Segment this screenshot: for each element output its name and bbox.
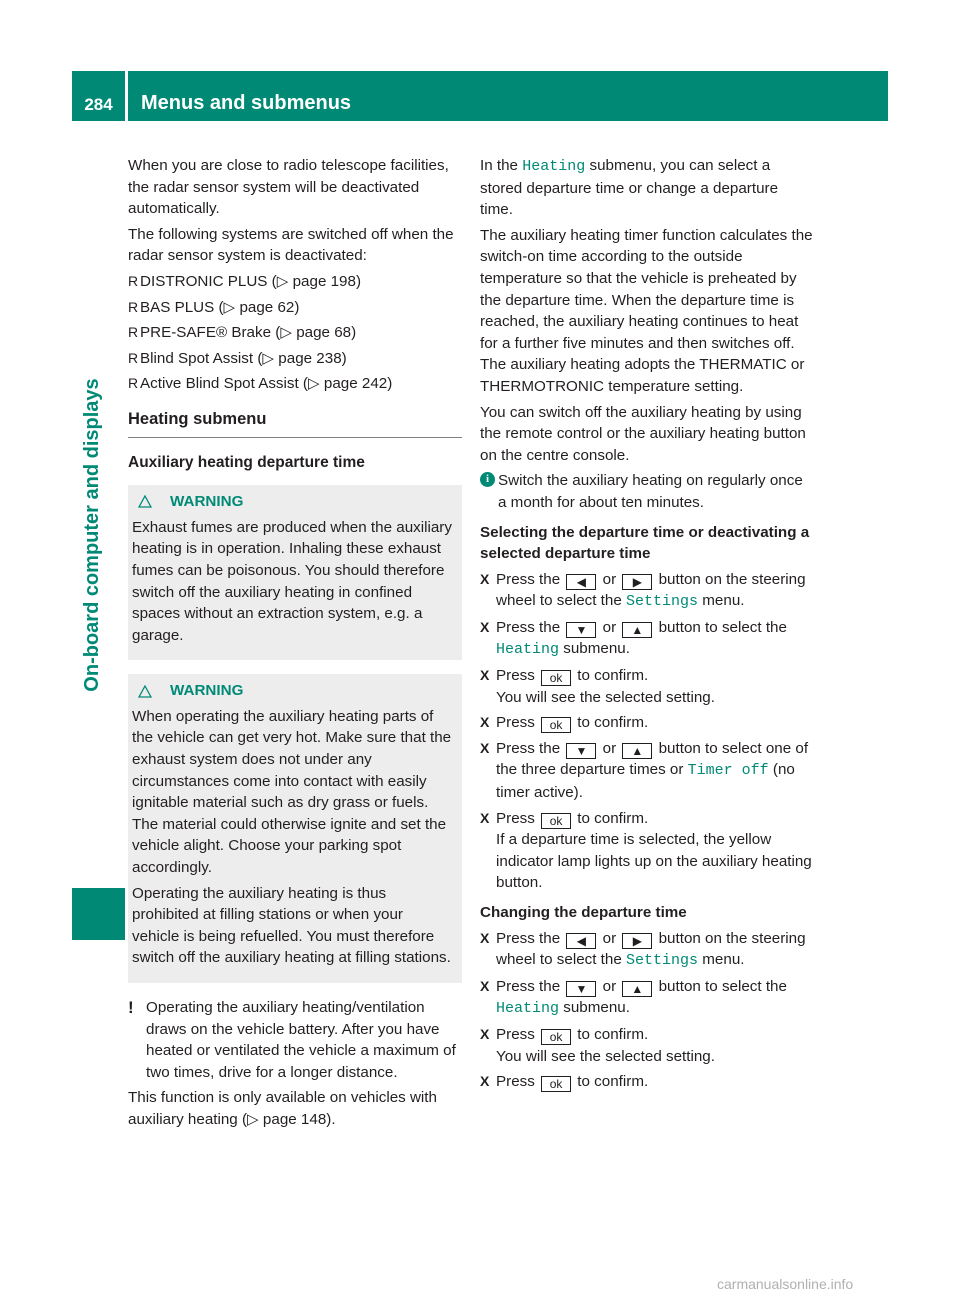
side-tab-marker [72, 888, 125, 940]
list-item: R PRE-SAFE® Brake (▷ page 68) [128, 322, 462, 344]
down-arrow-icon: ▼ [566, 622, 596, 638]
right-arrow-icon: ▶ [622, 574, 652, 590]
text-fragment: submenu. [563, 640, 630, 658]
step [480, 1024, 814, 1067]
text-fragment: Press [496, 714, 535, 732]
step [480, 665, 814, 708]
text-fragment: (no timer active). [496, 761, 795, 802]
warning-title: WARNING [170, 682, 244, 700]
step [480, 738, 814, 804]
text-fragment: to confirm. [577, 809, 649, 827]
warning-box [128, 485, 462, 660]
step [480, 928, 814, 972]
up-arrow-icon: ▲ [622, 622, 652, 638]
down-arrow-icon: ▼ [566, 981, 596, 997]
info-note [480, 470, 814, 513]
text-fragment: to confirm. [577, 667, 649, 685]
warning-header [132, 491, 454, 513]
text-fragment: menu. [702, 592, 745, 610]
text-fragment: button on the steering wheel to select the [496, 570, 806, 610]
heading-change-departure: Changing the departure time [480, 904, 687, 921]
ok-button-icon: ok [541, 717, 571, 733]
step [480, 1071, 814, 1093]
text-fragment: button to select [658, 739, 762, 757]
text-fragment: button to select the [658, 977, 787, 995]
text-fragment: Press the [496, 618, 561, 636]
warning-title: WARNING [170, 493, 244, 511]
heating-intro [480, 155, 814, 221]
step [480, 617, 814, 661]
text-fragment: button on the steering wheel to select the [496, 929, 806, 969]
text-fragment: or [602, 570, 617, 588]
warning-text: Exhaust fumes are produced when the auxiliary heating is in operation. Inhaling these exhaust fumes can be poisonous. You should therefore switch off the auxiliary heating in confined spaces without an extraction system, e.g. a garage. [132, 518, 452, 644]
right-column [480, 155, 814, 1097]
list-item: R Blind Spot Assist (▷ page 238) [128, 348, 462, 370]
heading-aux-departure: Auxiliary heating departure time [128, 453, 365, 471]
display-text-heating: Heating [496, 641, 560, 659]
text-fragment: to confirm. [577, 1025, 649, 1043]
list-item: R Active Blind Spot Assist (▷ page 242) [128, 373, 462, 395]
heading-heating-submenu: Heating submenu [128, 409, 462, 438]
step [480, 976, 814, 1020]
section-title: Menus and submenus [141, 92, 352, 114]
list-item: R DISTRONIC PLUS (▷ page 198) [128, 271, 462, 293]
watermark: carmanualsonline.info [717, 1276, 854, 1292]
down-arrow-icon: ▼ [566, 743, 596, 759]
left-arrow-icon: ◀ [566, 574, 596, 590]
text-fragment: to confirm. [577, 714, 649, 732]
warning-box [128, 674, 462, 983]
list-item: R BAS PLUS (▷ page 62) [128, 297, 462, 319]
up-arrow-icon: ▲ [622, 981, 652, 997]
ok-button-icon: ok [541, 1076, 571, 1092]
display-text-heating: Heating [522, 158, 586, 175]
up-arrow-icon: ▲ [622, 743, 652, 759]
text-fragment: to confirm. [577, 1073, 649, 1091]
left-column [128, 155, 462, 1135]
text-fragment: Press [496, 667, 535, 685]
page-number: 284 [84, 95, 113, 114]
text-fragment: Press the [496, 739, 561, 757]
timer-description: The auxiliary heating timer function calculates the switch-on time according to the outside temperature so that the vehicle is preheated by the departure time. When the departure time is reached, the auxiliary heating continues to heat for a further five minutes and then switches off. The auxiliary heating adopts the THERMATIC or THERMOTRONIC temperature setting. [480, 226, 813, 395]
header-divider [125, 71, 128, 121]
note-text: Operating the auxiliary heating/ventilation draws on the vehicle battery. After you have heated or ventilated the vehicle a maximum of two times, drive for a longer distance. [146, 999, 456, 1081]
warning-text: When operating the auxiliary heating parts of the vehicle can get very hot. Make sure that the exhaust system does not under any circumstances come into contact with easily ignitable material such as dry grass or fuels. The material could otherwise ignite and set the vehicle alight. Choose your parking spot accordingly. [132, 707, 452, 877]
text-fragment: or [602, 977, 617, 995]
step-result: If a departure time is selected, the yellow indicator lamp lights up on the auxiliary heating button. [496, 831, 812, 892]
warning-header [132, 680, 454, 702]
warning-triangle-icon [138, 685, 152, 698]
display-text-heating: Heating [496, 1000, 560, 1018]
intro-text: When you are close to radio telescope facilities, the radar sensor system will be deactivated automatically. [128, 157, 449, 218]
right-arrow-icon: ▶ [622, 933, 652, 949]
info-icon: i [480, 472, 495, 487]
text-fragment: Press [496, 809, 535, 827]
text-fragment: Press the [496, 977, 561, 995]
left-arrow-icon: ◀ [566, 933, 596, 949]
text-fragment: or [602, 739, 617, 757]
text-fragment: or [602, 618, 617, 636]
display-text-settings: Settings [626, 952, 699, 970]
display-text-settings: Settings [626, 593, 699, 611]
text-fragment: menu. [702, 951, 745, 969]
step-result: You will see the selected setting. [496, 688, 715, 706]
note [128, 997, 462, 1083]
step [480, 569, 814, 613]
ok-button-icon: ok [541, 813, 571, 829]
text-fragment: Press the [496, 929, 561, 947]
availability-text: This function is only available on vehicles with auxiliary heating (▷ page 148). [128, 1089, 437, 1128]
switched-off-text: The following systems are switched off when the radar sensor system is deactivated: [128, 225, 454, 265]
ok-button-icon: ok [541, 670, 571, 686]
step [480, 808, 814, 894]
exclamation-icon: ! [128, 998, 134, 1017]
ok-button-icon: ok [541, 1029, 571, 1045]
side-tab-label: On-board computer and displays [81, 378, 103, 692]
text-fragment: one of the three departure times or [496, 739, 809, 779]
info-text: Switch the auxiliary heating on regularly once a month for about ten minutes. [498, 472, 803, 511]
text-fragment: submenu. [563, 999, 630, 1017]
text-fragment: In the [480, 157, 518, 174]
step [480, 712, 814, 734]
warning-text: Operating the auxiliary heating is thus prohibited at filling stations or when your vehicle is being refuelled. You must therefore switch off the auxiliary heating at filling stations. [132, 884, 451, 967]
heading-select-departure: Selecting the departure time or deactivating a selected departure time [480, 523, 810, 563]
text-fragment: Press [496, 1073, 535, 1091]
switch-off-text: You can switch off the auxiliary heating by using the remote control or the auxiliary heating button on the centre console. [480, 403, 806, 464]
text-fragment: button to select the [658, 618, 787, 636]
step-result: You will see the selected setting. [496, 1047, 715, 1065]
display-text-timer-off: Timer off [687, 762, 769, 780]
text-fragment: Press [496, 1025, 535, 1043]
text-fragment: submenu, you can select a stored departure time or change a departure time. [480, 157, 779, 219]
text-fragment: Press the [496, 570, 561, 588]
warning-triangle-icon [138, 495, 152, 508]
text-fragment: or [602, 929, 617, 947]
